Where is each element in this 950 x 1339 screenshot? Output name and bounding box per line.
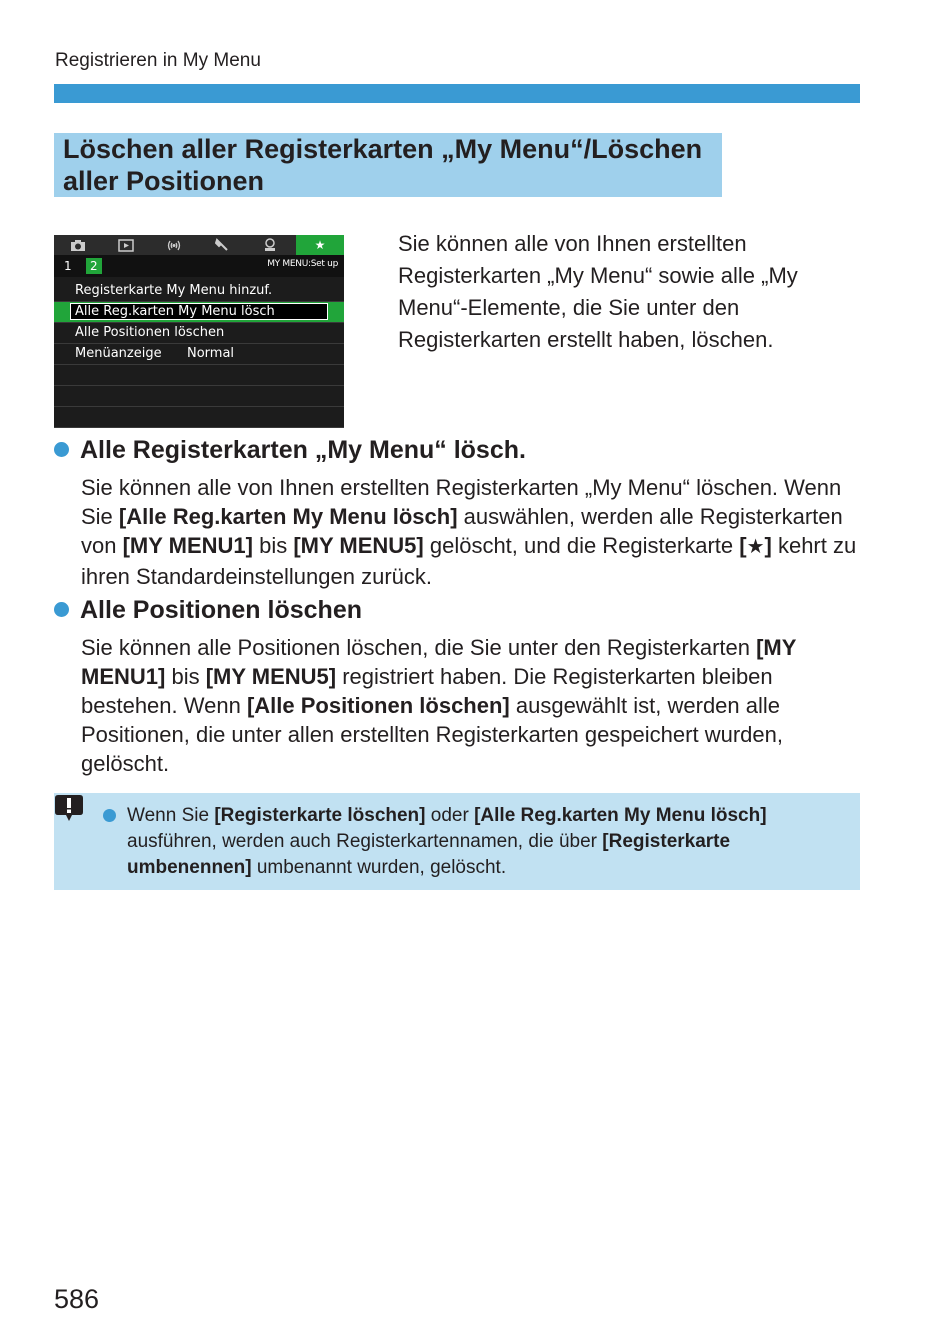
menu-item: Alle Positionen löschen (54, 323, 344, 344)
custom-icon (246, 235, 294, 255)
bullet-icon (54, 442, 69, 457)
menu-item-empty (54, 407, 344, 428)
running-head: Registrieren in My Menu (55, 50, 261, 71)
bullet-icon (54, 602, 69, 617)
menu-item-empty (54, 386, 344, 407)
header-bar (54, 84, 860, 103)
caution-text: Wenn Sie [Registerkarte löschen] oder [Alle Reg.karten My Menu lösch] ausführen, werden auch Registerkartennamen, die über [Registerkarte umbenennen] umbenannt wurden, gelöscht. (127, 805, 767, 878)
star-icon: ★ (296, 235, 344, 255)
wrench-icon (198, 235, 246, 255)
section1-heading: Alle Registerkarten „My Menu“ lösch. (54, 436, 526, 465)
menu-item: Registerkarte My Menu hinzuf. (54, 281, 344, 302)
wireless-icon (150, 235, 198, 255)
menu-subtab-row (54, 255, 344, 277)
menu-item-selected: Alle Reg.karten My Menu lösch (54, 302, 344, 323)
bullet-icon (103, 809, 116, 822)
section1-text: Sie können alle von Ihnen erstellten Registerkarten „My Menu“ löschen. Wenn Sie [Alle Reg.karten My Menu lösch] auswählen, werden alle Registerkarten von [MY MENU1] bis [MY MENU5] gelöscht, und die Registerkarte [★] kehrt zu ihren Standardeinstellungen zurück. (81, 475, 857, 589)
intro-text: Sie können alle von Ihnen erstellten Registerkarten „My Menu“ sowie alle „My Menu“-Elemente, die Sie unter den Registerkarten erstellt haben, löschen. (398, 231, 798, 352)
menu-item: Menüanzeige Normal (54, 344, 344, 365)
menu-tab-bar (54, 235, 344, 255)
section2-heading: Alle Positionen löschen (54, 596, 362, 625)
star-icon: ★ (746, 536, 765, 558)
caution-icon (54, 794, 84, 822)
section-title: Löschen aller Registerkarten „My Menu“/Löschen aller Positionen (54, 133, 722, 197)
menu-title: MY MENU:Set up (267, 259, 338, 269)
subtab-1: 1 (64, 259, 72, 273)
page-number: 586 (54, 1284, 100, 1314)
playback-icon (102, 235, 150, 255)
menu-item-empty (54, 365, 344, 386)
camera-icon (54, 235, 102, 255)
subtab-2: 2 (86, 258, 102, 274)
camera-menu-screenshot (54, 235, 344, 428)
section2-text: Sie können alle Positionen löschen, die Sie unter den Registerkarten [MY MENU1] bis [MY MENU5] registriert haben. Die Registerkarten bleiben bestehen. Wenn [Alle Positionen löschen] ausgewählt ist, werden alle Positionen, die unter allen erstellten Registerkarten gespeichert wurden, gelöscht. (81, 635, 797, 776)
